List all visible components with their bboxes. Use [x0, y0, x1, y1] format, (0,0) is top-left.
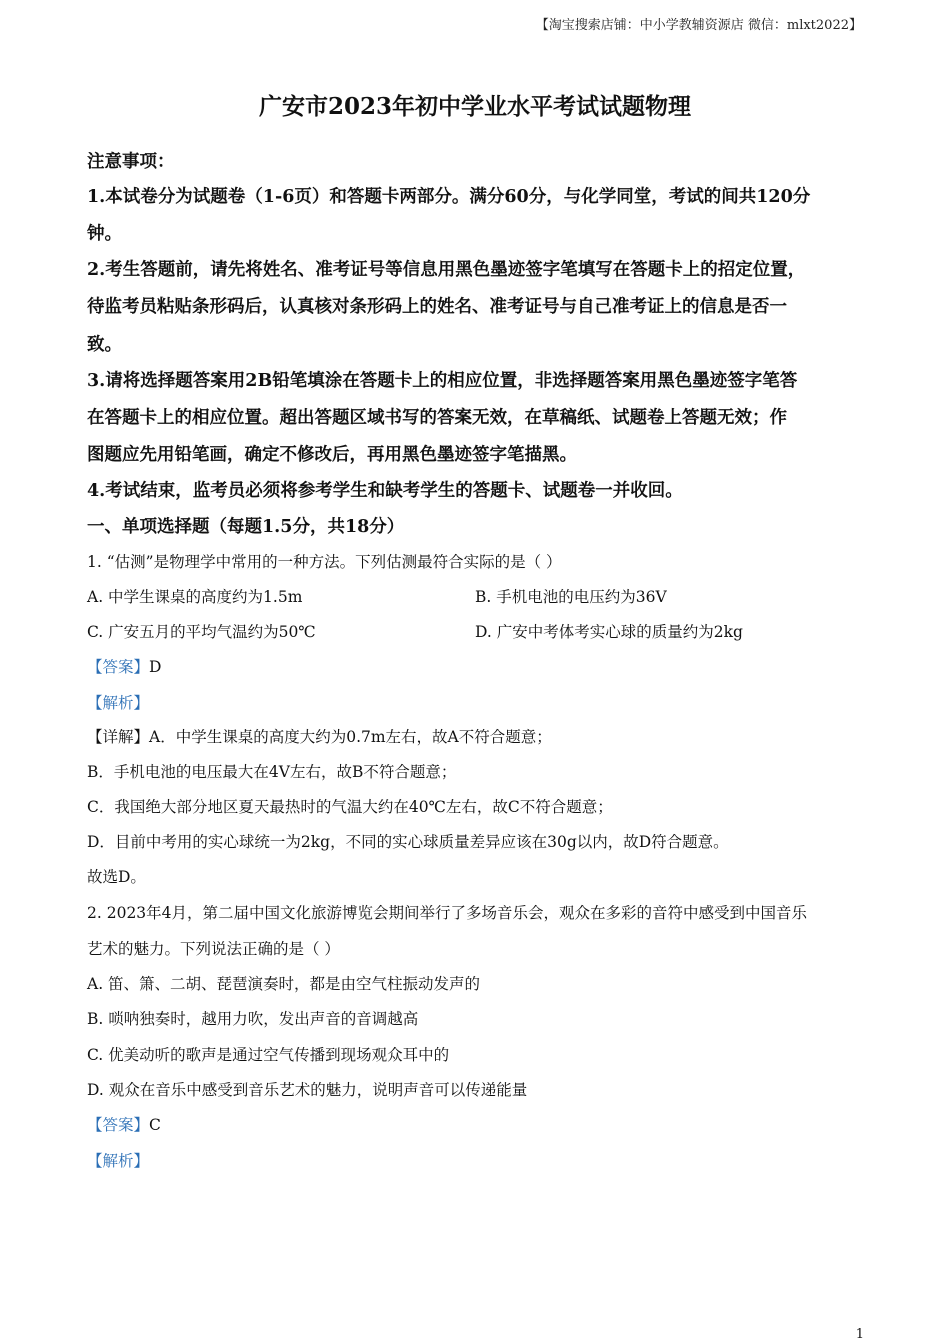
q2-option-d: D. 观众在音乐中感受到音乐艺术的魅力，说明声音可以传递能量: [87, 1081, 528, 1099]
q1-conclusion: 故选D。: [87, 868, 146, 886]
q1-option-a: A. 中学生课桌的高度约为1.5m: [87, 588, 303, 606]
notice-line: 3.请将选择题答案用2B铅笔填涂在答题卡上的相应位置，非选择题答案用黑色墨迹签字笔答: [87, 371, 798, 391]
answer-value: D: [149, 658, 162, 676]
question-2-stem-line2: 艺术的魅力。下列说法正确的是（ ）: [87, 940, 340, 958]
q1-answer: [87, 655, 161, 677]
notice-line: 待监考员粘贴条形码后，认真核对条形码上的姓名、准考证号与自己准考证上的信息是否一: [87, 297, 787, 317]
q1-detail-d: D．目前中考用的实心球统一为2kg，不同的实心球质量差异应该在30g以内，故D符合题意。: [87, 833, 729, 851]
answer-value: C: [149, 1116, 161, 1134]
q1-detail-a: [87, 725, 552, 747]
question-2-stem-line1: 2. 2023年4月，第二届中国文化旅游博览会期间举行了多场音乐会，观众在多彩的音符中感受到中国音乐: [87, 904, 808, 922]
q2-option-c: C. 优美动听的歌声是通过空气传播到现场观众耳中的: [87, 1046, 450, 1064]
answer-tag: 【答案】: [87, 1116, 150, 1134]
page-title: 广安市2023年初中学业水平考试试题物理: [258, 93, 691, 120]
section-heading: 一、单项选择题（每题1.5分，共18分）: [87, 517, 405, 537]
notice-line: 在答题卡上的相应位置。超出答题区域书写的答案无效，在草稿纸、试题卷上答题无效；作: [87, 408, 787, 428]
notice-line: 1.本试卷分为试题卷（1-6页）和答题卡两部分。满分60分，与化学同堂，考试的间共120分: [87, 187, 811, 207]
header-note: 【淘宝搜索店铺：中小学教辅资源店 微信：mlxt2022】: [535, 18, 862, 33]
q2-answer: [87, 1113, 161, 1135]
answer-tag: 【答案】: [87, 658, 150, 676]
q1-detail-b: B．手机电池的电压最大在4V左右，故B不符合题意；: [87, 763, 457, 781]
q1-option-c: C. 广安五月的平均气温约为50℃: [87, 623, 316, 641]
notice-line: 4.考试结束，监考员必须将参考学生和缺考学生的答题卡、试题卷一并收回。: [87, 481, 683, 501]
page-number: 1: [855, 1327, 864, 1342]
notice-line: 图题应先用铅笔画，确定不修改后，再用黑色墨迹签字笔描黑。: [87, 445, 577, 465]
q2-analysis-tag: 【解析】: [87, 1152, 150, 1170]
notice-heading: 注意事项：: [87, 152, 175, 172]
detail-text: A．中学生课桌的高度大约为0.7m左右，故A不符合题意；: [149, 728, 552, 746]
notice-line: 2.考生答题前，请先将姓名、准考证号等信息用黑色墨迹签字笔填写在答题卡上的招定位置，: [87, 260, 806, 280]
q1-analysis-tag: 【解析】: [87, 694, 150, 712]
q1-option-d: D. 广安中考体考实心球的质量约为2kg: [475, 623, 743, 641]
q2-option-b: B. 唢呐独奏时，越用力吹，发出声音的音调越高: [87, 1010, 419, 1028]
q2-option-a: A. 笛、箫、二胡、琵琶演奏时，都是由空气柱振动发声的: [87, 975, 481, 993]
detail-tag: 【详解】: [87, 728, 150, 746]
q1-detail-c: C．我国绝大部分地区夏天最热时的气温大约在40℃左右，故C不符合题意；: [87, 798, 613, 816]
notice-line: 钟。: [87, 224, 122, 244]
notice-line: 致。: [87, 335, 122, 355]
q1-option-b: B. 手机电池的电压约为36V: [475, 588, 667, 606]
question-1-stem: 1. “估测”是物理学中常用的一种方法。下列估测最符合实际的是（ ）: [87, 553, 562, 571]
